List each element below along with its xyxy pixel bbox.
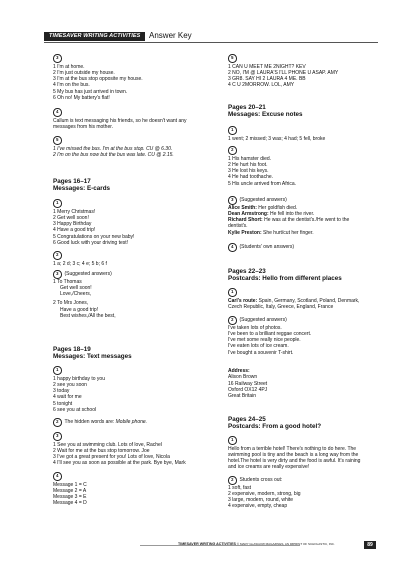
answer-line: 4 I'll see you as soon as possible at the park. Bye bye, Mark xyxy=(53,460,186,467)
exercise-label: (Suggested answers) xyxy=(239,197,287,204)
answer-line: 2 I'm on the bus now but the bus was late. CU @ 2.15. xyxy=(53,151,174,158)
exercise-number: 2 xyxy=(228,146,237,155)
answer-line: 2 I'm just outside my house. xyxy=(53,69,115,76)
section-title: Postcards: Hello from different places xyxy=(228,275,342,283)
exercise-number: 5 xyxy=(53,136,62,145)
section-title: Postcards: From a good hotel? xyxy=(228,423,322,431)
page-footer xyxy=(140,541,378,549)
section-title: Messages: Text messages xyxy=(53,353,132,361)
exercise-number: 3 xyxy=(53,432,62,441)
exercise-number: 4 xyxy=(228,243,237,252)
exercise-header xyxy=(228,316,388,325)
page-header xyxy=(44,32,378,41)
answer-line: Love,/Cheers, xyxy=(60,291,92,298)
answer-line: 1 I'm at home. xyxy=(53,63,85,70)
section-pages: Pages 24–25 xyxy=(228,416,266,423)
answer-line: Message 4 = D xyxy=(53,500,87,507)
hidden-words: Mobile phone. xyxy=(115,419,148,426)
answer-line: 1 soft, fast xyxy=(228,484,252,491)
route-line: Czech Republic, Italy, Greece, England, France xyxy=(228,303,334,310)
section-heading xyxy=(228,104,388,119)
section-title: Messages: Excuse notes xyxy=(228,111,303,119)
section-heading xyxy=(228,268,388,283)
exercise-number: 1 xyxy=(228,436,237,445)
excuse-line: Alice Smith: Her goldfish died. xyxy=(228,204,298,211)
exercise-2 xyxy=(228,146,388,187)
section-pages: Pages 16–17 xyxy=(53,178,91,185)
answer-line: 4 C U 2MORROW. LOL, AMY xyxy=(228,82,295,89)
answer-line: 1 Merry Christmas! xyxy=(53,208,96,215)
header-rule xyxy=(44,42,378,43)
exercise-5 xyxy=(228,54,388,89)
exercise-number: 3 xyxy=(53,270,62,279)
exercise-header xyxy=(53,270,213,279)
answer-line: 4 expensive, empty, cheap xyxy=(228,503,288,510)
route-line: Carl's route: Spain, Germany, Scotland, Poland, Denmark, xyxy=(228,297,360,304)
exercise-header xyxy=(228,476,388,485)
address-line: Oxford OX12 4PJ xyxy=(228,386,268,393)
answer-line: I've bought a souvenir T-shirt. xyxy=(228,349,294,356)
exercise-number: 1 xyxy=(53,199,62,208)
exercise-3 xyxy=(53,54,213,101)
answer-line: 3 GR8. SAY HI 2 LAURA 4 ME. BB xyxy=(228,76,306,83)
answer-line: 1 To Thomas xyxy=(53,278,82,285)
exercise-4 xyxy=(53,108,213,130)
answer-line: 2 NO, I'M @ LAURA'S I'LL PHONE U ASAP. AMY xyxy=(228,69,339,76)
answer-line: 4 Have a good trip! xyxy=(53,227,96,234)
answer-line: I've taken lots of photos. xyxy=(228,324,282,331)
answer-line: Have a good trip! xyxy=(60,306,99,313)
footer-publisher: © MARY GLASGOW MAGAZINES, AN IMPRINT OF SCHOLASTIC, INC. xyxy=(236,542,335,546)
answer-line: 1 happy birthday to you xyxy=(53,375,105,382)
answer-line: 5 tonight xyxy=(53,400,73,407)
exercise-number: 2 xyxy=(228,316,237,325)
exercise-2b xyxy=(228,316,388,356)
answer-line: I've been to a brilliant reggae concert. xyxy=(228,330,312,337)
answer-line: 1 CAN U MEET ME 2NIGHT? KEV xyxy=(228,63,306,70)
exercise-3b xyxy=(53,270,213,319)
excuse-line: Kylie Preston: She hurt/cut her finger. xyxy=(228,229,314,236)
answer-line: 5 My bus has just arrived in town. xyxy=(53,88,128,95)
exercise-number: 1 xyxy=(228,126,237,135)
exercise-1b xyxy=(53,366,213,413)
exercise-1c xyxy=(228,436,388,471)
exercise-4b xyxy=(53,472,213,507)
section-heading xyxy=(228,416,388,431)
address-line: Alison Brown xyxy=(228,374,258,381)
answer-line: 3 I've got a great present for you! Lots of love, Nicola xyxy=(53,454,170,461)
answer-line: 5 His uncle arrived from Africa. xyxy=(228,180,297,187)
answer-line: Hello from a terrible hotel! There's nothing to do here. The xyxy=(228,445,357,452)
exercise-2b xyxy=(53,418,213,427)
answer-line: Callum is text messaging his friends, so he doesn't want any xyxy=(53,117,187,124)
exercise-4 xyxy=(228,243,388,252)
page-title: Answer Key xyxy=(149,31,192,40)
answer-line: 1 See you at swimming club. Lots of love, Rachel xyxy=(53,441,162,448)
exercise-number: 1 xyxy=(53,366,62,375)
answer-line: 2 Wait for me at the bus stop tomorrow. Joe xyxy=(53,447,150,454)
exercise-header xyxy=(228,243,388,252)
address-line: Great Britain xyxy=(228,393,257,400)
section-heading xyxy=(53,346,213,361)
exercise-5 xyxy=(53,136,213,158)
answer-line: swimming pool is tiny and the beach is a long way from the xyxy=(228,451,359,458)
answer-line: 3 Happy Birthday xyxy=(53,221,92,228)
answer-line: 4 wait for me xyxy=(53,394,82,401)
footer-brand: TIMESAVER WRITING ACTIVITIES xyxy=(178,542,236,546)
answer-line: Get well soon! xyxy=(60,284,92,291)
answer-line: 2 To Mrs Jones, xyxy=(53,300,89,307)
answer-line: 6 see you at school xyxy=(53,406,97,413)
answer-line: messages from his mother. xyxy=(53,123,114,130)
address-block xyxy=(228,368,388,399)
answer-line: hotel.The hotel is very dirty and the food is awful. It's raining xyxy=(228,458,361,465)
answer-line: 4 He had toothache. xyxy=(228,174,274,181)
section-heading xyxy=(53,178,213,193)
exercise-number: 4 xyxy=(53,472,62,481)
exercise-1 xyxy=(53,199,213,246)
exercise-2c xyxy=(228,476,388,510)
answer-line: 1 His hamster died. xyxy=(228,155,272,162)
answer-line: Best wishes,/All the best, xyxy=(60,312,116,319)
answer-line: 3 He lost his keys. xyxy=(228,168,269,175)
answer-line: 2 Get well soon! xyxy=(53,214,89,221)
section-pages: Pages 18–19 xyxy=(53,346,91,353)
answer-line: and ice creams are really expensive! xyxy=(228,464,310,471)
answer-line: 1 I've missed the bus. I'm at the bus stop. CU @ 6.30. xyxy=(53,145,173,152)
answer-line: Message 3 = E xyxy=(53,494,87,501)
exercise-header xyxy=(53,418,213,427)
section-pages: Pages 20–21 xyxy=(228,104,266,111)
address-line: 16 Railway Street xyxy=(228,380,268,387)
exercise-number: 3 xyxy=(53,54,62,63)
section-pages: Pages 22–23 xyxy=(228,268,266,275)
exercise-number: 2 xyxy=(53,418,62,427)
exercise-number: 2 xyxy=(53,251,62,260)
exercise-header xyxy=(228,196,388,205)
excuse-line: Richard Short: He was at the dentist's./He went to the xyxy=(228,217,350,224)
excuse-line: Dean Armstrong: He fell into the river. xyxy=(228,210,315,217)
answer-line: 6 Good luck with your driving test! xyxy=(53,239,129,246)
exercise-label: (Suggested answers) xyxy=(64,271,112,278)
answer-line: 3 large, modern, round, white xyxy=(228,497,294,504)
section-title: Messages: E-cards xyxy=(53,185,111,193)
exercise-label: (Suggested answers) xyxy=(239,317,287,324)
exercise-1b xyxy=(228,288,388,310)
answer-line: Message 2 = A xyxy=(53,487,87,494)
answer-line: I've met some really nice people. xyxy=(228,337,301,344)
answer-line: 2 expensive, modern, strong, big xyxy=(228,490,301,497)
exercise-3c xyxy=(53,432,213,467)
exercise-number: 4 xyxy=(53,108,62,117)
exercise-2 xyxy=(53,251,213,267)
exercise-number: 2 xyxy=(228,476,237,485)
address-title: Address: xyxy=(228,368,250,374)
exercise-number: 3 xyxy=(228,196,237,205)
series-title: TIMESAVER WRITING ACTIVITIES xyxy=(44,32,145,41)
answer-line: 2 see you soon xyxy=(53,381,87,388)
exercise-label: Students cross out: xyxy=(239,477,283,484)
answer-line: 4 I'm on the bus. xyxy=(53,82,90,89)
answer-line: 6 Oh no! My battery's flat! xyxy=(53,94,110,101)
hidden-words-text: The hidden words are: xyxy=(64,419,116,426)
excuse-line: dentist's. xyxy=(228,223,248,230)
answer-line: 1 went; 2 missed; 3 was; 4 had; 5 fell, broke xyxy=(228,135,326,142)
page-number: 89 xyxy=(364,541,376,549)
answer-line: 5 Congratulations on your new baby! xyxy=(53,233,135,240)
exercise-label: (Students' own answers) xyxy=(239,244,295,251)
answer-line: Message 1 = C xyxy=(53,481,87,488)
exercise-1 xyxy=(228,126,388,142)
exercise-3 xyxy=(228,196,388,236)
answer-line: 2 He hurt his foot. xyxy=(228,161,268,168)
answer-line: 3 today xyxy=(53,388,70,395)
exercise-number: 1 xyxy=(228,288,237,297)
answer-line: 1 a; 2 d; 3 c; 4 e; 5 b; 6 f xyxy=(53,260,107,267)
exercise-number: 5 xyxy=(228,54,237,63)
answer-line: 3 I'm at the bus stop opposite my house. xyxy=(53,76,143,83)
answer-line: I've eaten lots of ice cream. xyxy=(228,343,289,350)
